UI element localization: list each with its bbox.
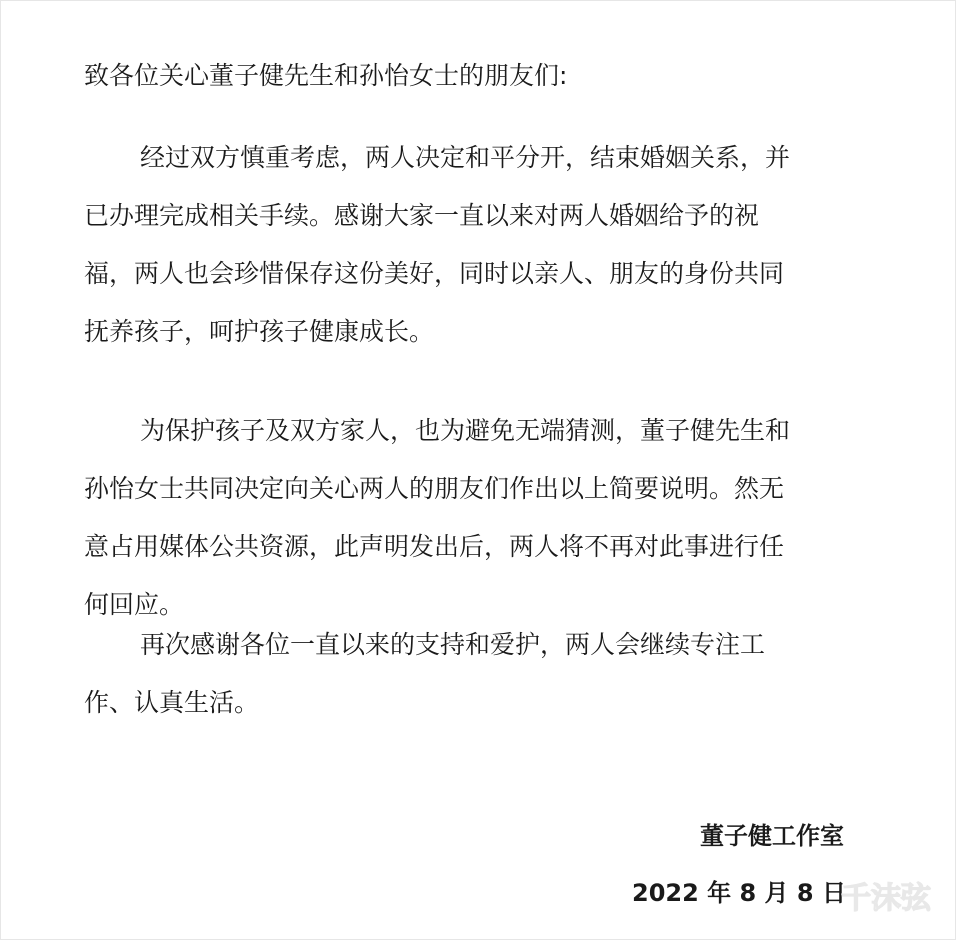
salutation: 致各位关心董子健先生和孙怡女士的朋友们: — [84, 61, 568, 90]
statement-date: 2022 年 8 月 8 日 — [632, 879, 846, 907]
paragraph-2: 为保护孩子及双方家人，也为避免无端猜测，董子健先生和孙怡女士共同决定向关心两人的朋友们作出以上简要说明。然无意占用媒体公共资源，此声明发出后，两人将不再对此事进行任何回应。 — [84, 416, 791, 619]
statement-document — [84, 0, 844, 940]
watermark — [826, 876, 946, 920]
watermark-graphic — [826, 876, 946, 920]
paragraph-3: 再次感谢各位一直以来的支持和爱护，两人会继续专注工作、认真生活。 — [84, 630, 766, 717]
signature: 董子健工作室 — [700, 822, 844, 850]
paragraph-1: 经过双方慎重考虑，两人决定和平分开，结束婚姻关系，并已办理完成相关手续。感谢大家一直以来对两人婚姻给予的祝福，两人也会珍惜保存这份美好，同时以亲人、朋友的身份共同抚养孩子，呵护孩子健康成长。 — [84, 143, 791, 346]
watermark-text: 千沫弦 — [841, 881, 931, 916]
